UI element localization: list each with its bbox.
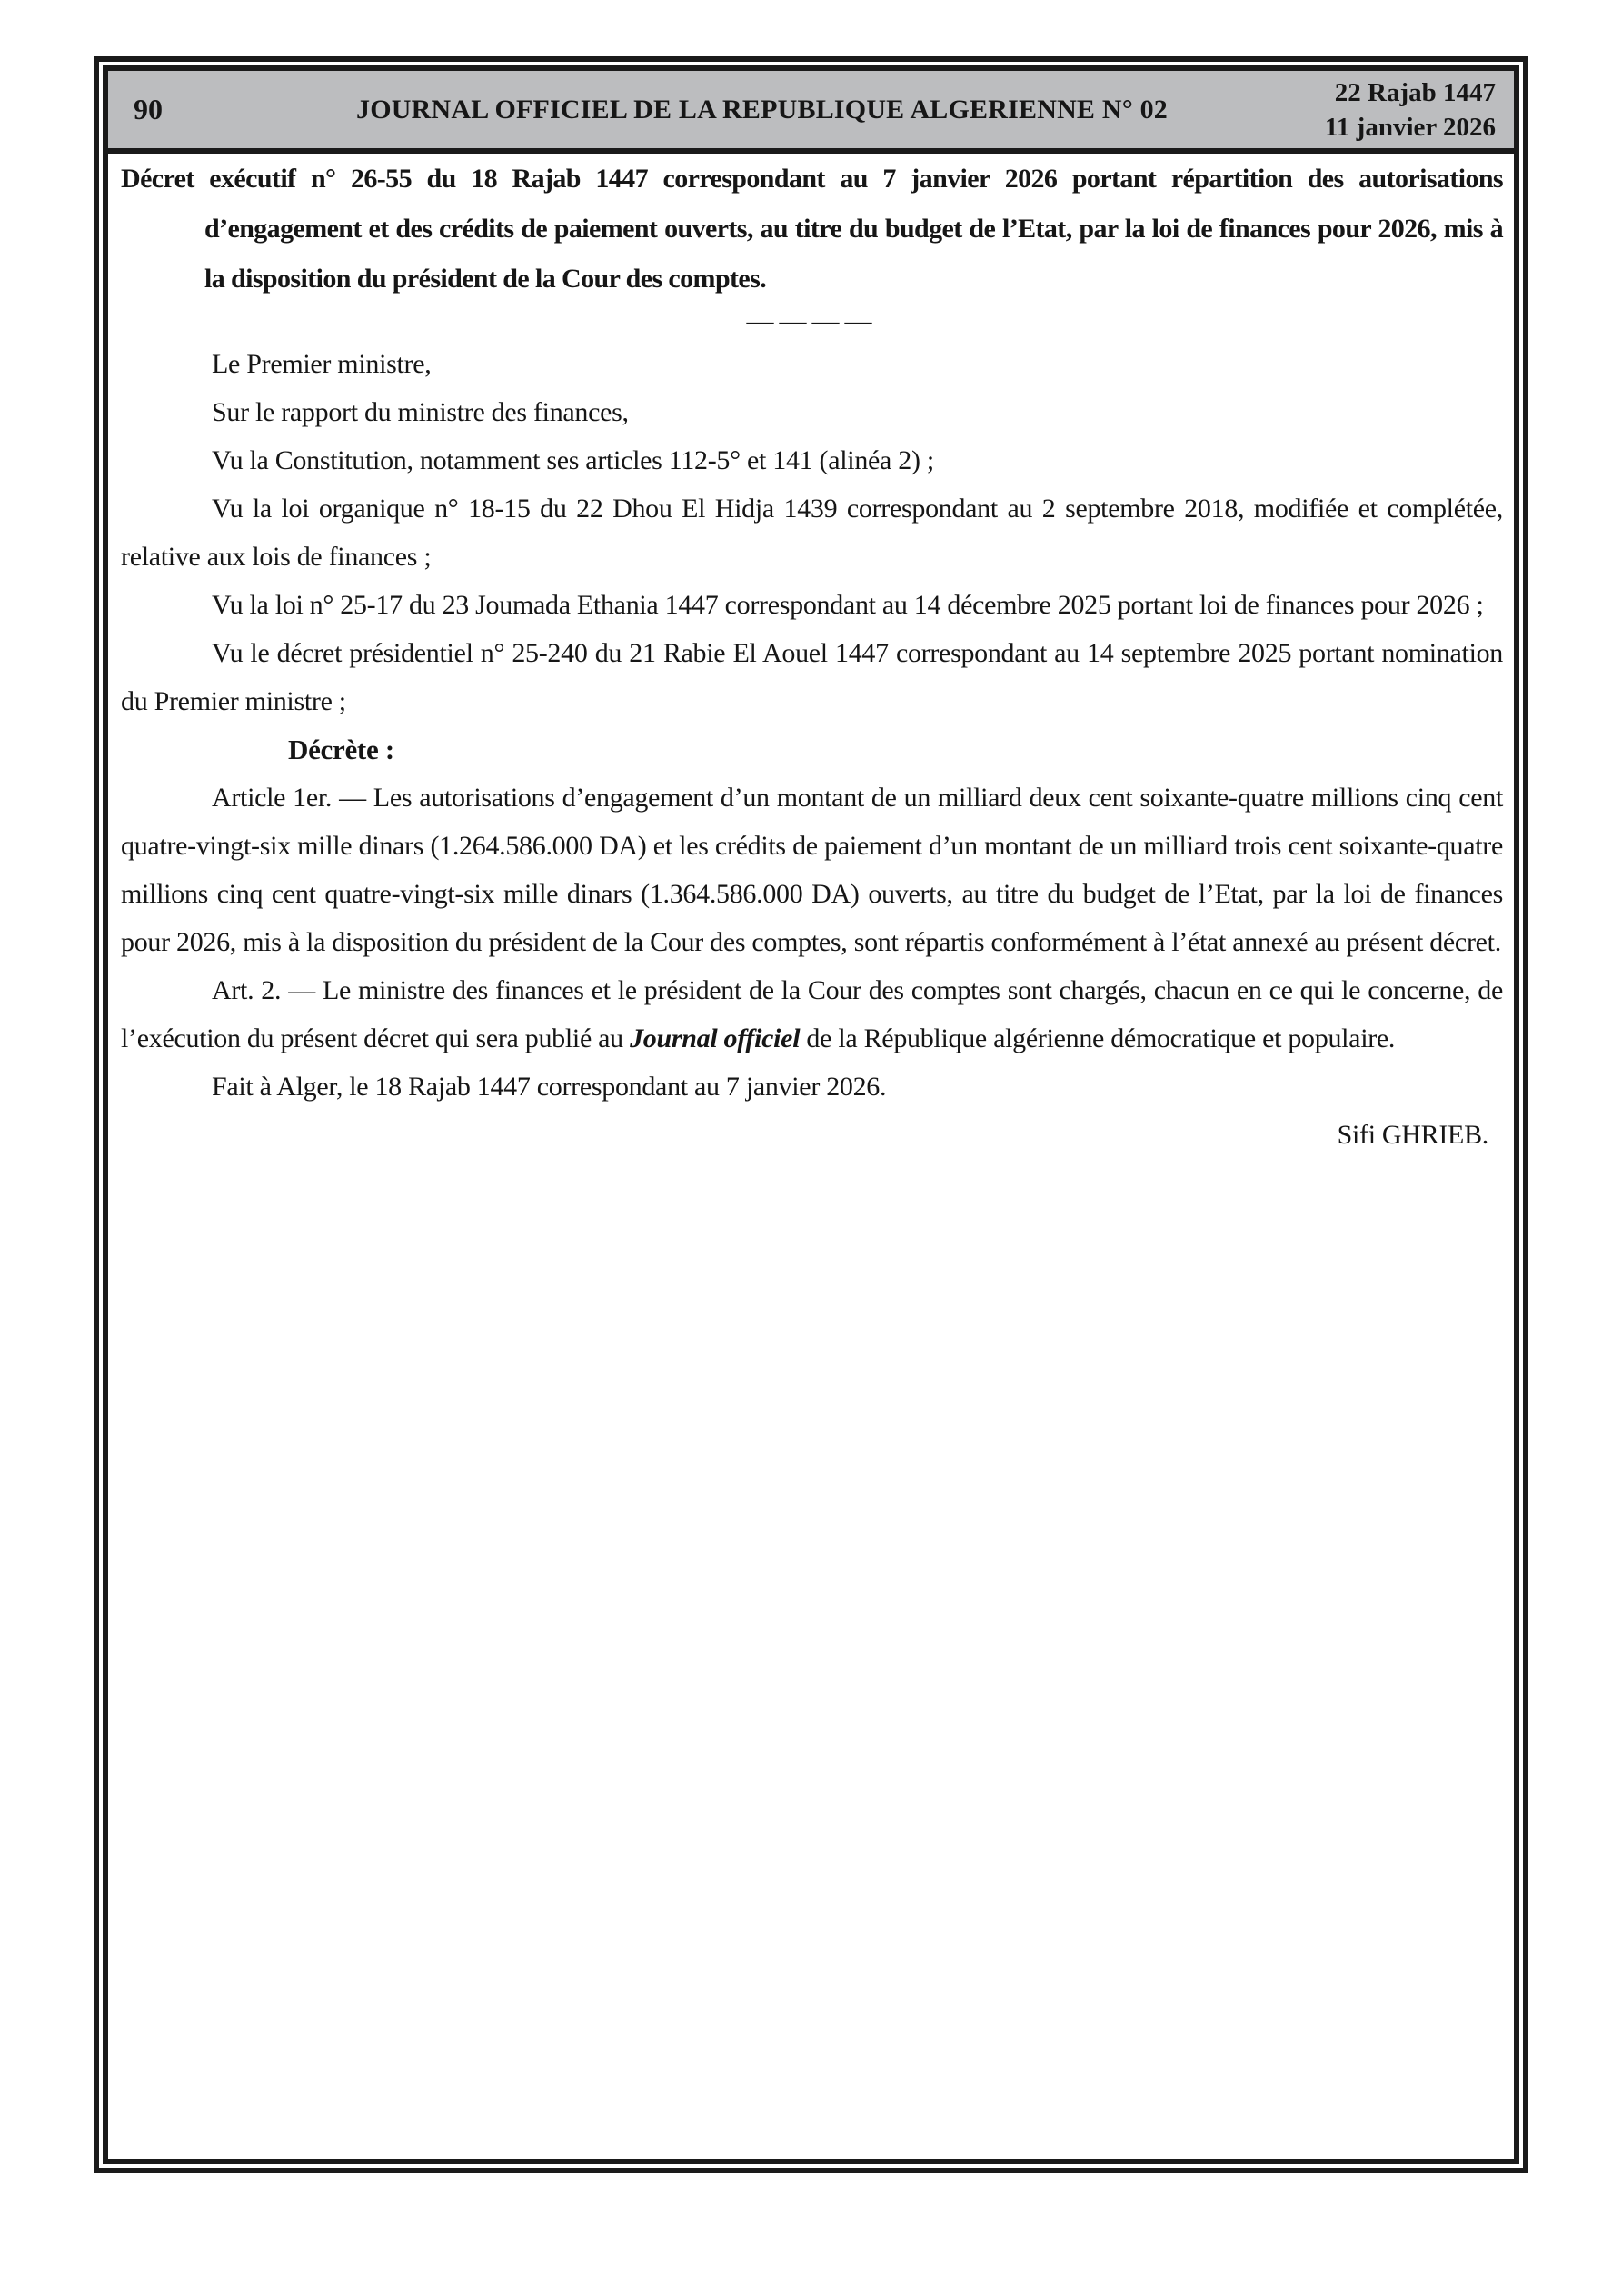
preamble-paragraph-premier-ministre: Le Premier ministre,: [212, 349, 432, 379]
journal-title: JOURNAL OFFICIEL DE LA REPUBLIQUE ALGERIENNE N° 02: [356, 94, 1169, 125]
date-gregorian: 11 janvier 2026: [1325, 112, 1496, 142]
signatory-name: Sifi GHRIEB.: [1337, 1120, 1488, 1150]
article-1: Article 1er. — Les autorisations d’engagement d’un montant de un milliard deux cent soixante-quatre millions cinq cent quatre-vingt-six mille dinars (1.264.586.000 DA) et les crédits de paiement d’un montant de un milliard trois cent soixante-quatre millions cinq cent quatre-vingt-six mille dinars (1.364.586.000 DA) ouverts, au titre du budget de l’Etat, par la loi de finances pour 2026, mis à la disposition du président de la Cour des comptes, sont répartis conformément à l’état annexé au présent décret.: [121, 783, 1503, 957]
preamble-paragraph-loi-finances: Vu la loi n° 25-17 du 23 Joumada Ethania 1447 correspondant au 14 décembre 2025 portant loi de finances pour 2026 ;: [212, 590, 1484, 620]
journal-officiel-italic: Journal officiel: [630, 1023, 801, 1053]
preamble-paragraph-loi-organique: Vu la loi organique n° 18-15 du 22 Dhou El Hidja 1439 correspondant au 2 septembre 2018, modifiée et complétée, relative aux lois de finances ;: [121, 494, 1503, 572]
article-2-text-before: Art. 2. — Le ministre des finances et le président de la Cour des comptes sont chargés, chacun en ce qui le concerne, de l’exécution du présent décret qui sera publié au: [121, 975, 1503, 1053]
journal-header-band: [108, 71, 1514, 154]
decree-title: Décret exécutif n° 26-55 du 18 Rajab 1447 correspondant au 7 janvier 2026 portant répartition des autorisations d’engagement et des crédits de paiement ouverts, au titre du budget de l’Etat, par la loi de finances pour 2026, mis à la disposition du président de la Cour des comptes.: [121, 164, 1503, 294]
preamble-paragraph-rapport: Sur le rapport du ministre des finances,: [212, 397, 629, 427]
page-border-inner: [103, 65, 1519, 2164]
article-2-text-after: de la République algérienne démocratique et populaire.: [800, 1023, 1396, 1053]
page-border-frame: [94, 56, 1528, 2173]
header-dates: [1325, 75, 1514, 145]
decrete-label: Décrète :: [288, 734, 394, 765]
preamble-paragraph-decret-presidentiel: Vu le décret présidentiel n° 25-240 du 21 Rabie El Aouel 1447 correspondant au 14 septembre 2025 portant nomination du Premier ministre ;: [121, 638, 1503, 716]
page-number: 90: [134, 93, 163, 125]
article-2: [121, 966, 1503, 1063]
decree-body: [108, 154, 1514, 1159]
section-separator: ————: [746, 306, 878, 336]
preamble-paragraph-constitution: Vu la Constitution, notamment ses articles 112-5° et 141 (alinéa 2) ;: [212, 445, 934, 475]
date-hijri: 22 Rajab 1447: [1334, 77, 1496, 107]
signature-place-date: Fait à Alger, le 18 Rajab 1447 correspondant au 7 janvier 2026.: [212, 1072, 887, 1102]
